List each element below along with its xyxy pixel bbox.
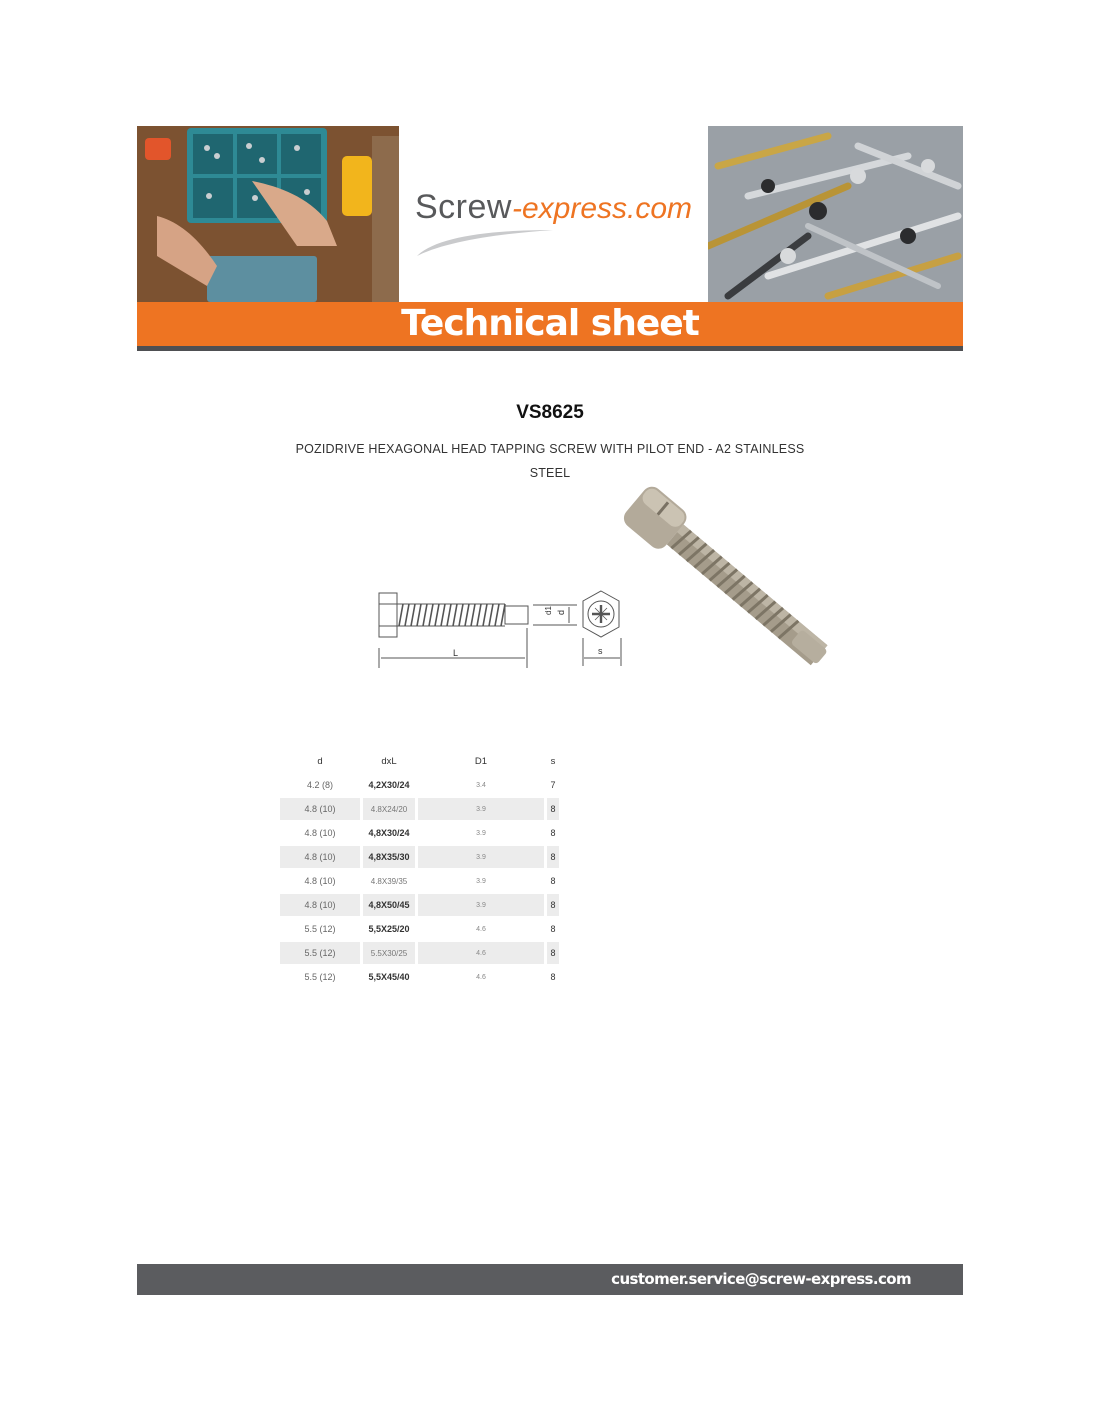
cell-d1: 3.9 xyxy=(418,846,544,868)
cell-s: 8 xyxy=(547,942,559,964)
toolbox-photo xyxy=(137,126,399,302)
cell-d1: 3.9 xyxy=(476,877,486,885)
logo-text-main: Screw xyxy=(415,188,512,226)
screw-express-logo xyxy=(415,188,692,227)
cell-s: 8 xyxy=(550,828,556,838)
cell-dxl: 4,8X50/45 xyxy=(363,894,415,916)
drawing-label-s: s xyxy=(598,646,603,656)
cell-s: 8 xyxy=(547,894,559,916)
drawing-label-d: d xyxy=(556,609,566,615)
cell-d1: 4.6 xyxy=(418,942,544,964)
logo-swoosh-icon xyxy=(415,228,555,258)
table-row xyxy=(280,774,559,796)
specifications-table xyxy=(277,748,562,990)
drawing-label-L: L xyxy=(453,648,459,658)
table-row xyxy=(280,870,559,892)
cell-s: 8 xyxy=(550,876,556,886)
logo-text-domain: -express.com xyxy=(511,192,693,225)
cell-d: 4.8 (10) xyxy=(304,828,336,838)
technical-drawing xyxy=(365,578,630,673)
banner-title: Technical sheet xyxy=(137,302,963,346)
cell-s: 8 xyxy=(547,798,559,820)
cell-d: 5.5 (12) xyxy=(304,972,336,982)
cell-d: 4.8 (10) xyxy=(280,846,360,868)
table-row xyxy=(280,918,559,940)
cell-dxl: 4.8X39/35 xyxy=(370,876,408,886)
product-description: POZIDRIVE HEXAGONAL HEAD TAPPING SCREW WITH PILOT END - A2 STAINLESS STEEL xyxy=(295,442,805,480)
cell-d: 5.5 (12) xyxy=(304,924,336,934)
cell-d: 5.5 (12) xyxy=(280,942,360,964)
screws-pile-photo xyxy=(708,126,963,302)
table-row xyxy=(280,822,559,844)
table-row xyxy=(280,966,559,988)
screw-product-photo xyxy=(608,470,870,685)
cell-d: 4.8 (10) xyxy=(280,894,360,916)
cell-dxl: 4,2X30/24 xyxy=(368,780,410,790)
cell-d: 4.8 (10) xyxy=(304,876,336,886)
header-banner xyxy=(137,126,963,351)
cell-d1: 3.4 xyxy=(476,781,486,789)
banner-divider xyxy=(137,346,963,351)
table-header-row xyxy=(280,750,559,772)
cell-d: 4.8 (10) xyxy=(280,798,360,820)
cell-d1: 3.9 xyxy=(418,798,544,820)
cell-dxl: 4,8X35/30 xyxy=(363,846,415,868)
banner-images xyxy=(137,126,963,302)
table-row xyxy=(280,942,559,964)
contact-email-link[interactable]: customer.service@screw-express.com xyxy=(611,1270,911,1288)
cell-dxl: 4.8X24/20 xyxy=(363,798,415,820)
cell-d1: 4.6 xyxy=(476,925,486,933)
cell-d1: 3.9 xyxy=(418,894,544,916)
cell-d1: 4.6 xyxy=(476,973,486,981)
cell-s: 8 xyxy=(547,846,559,868)
cell-s: 8 xyxy=(550,924,556,934)
column-header-dxl: dxL xyxy=(381,755,397,767)
drawing-label-d1: d1 xyxy=(544,606,553,615)
column-header-d: d xyxy=(317,755,323,767)
column-header-d1: D1 xyxy=(474,755,488,767)
cell-dxl: 5.5X30/25 xyxy=(363,942,415,964)
column-header-s: s xyxy=(550,755,556,767)
product-reference: VS8625 xyxy=(516,402,584,423)
cell-dxl: 4,8X30/24 xyxy=(368,828,410,838)
cell-dxl: 5,5X45/40 xyxy=(368,972,410,982)
cell-d1: 3.9 xyxy=(476,829,486,837)
cell-d: 4.2 (8) xyxy=(306,780,333,790)
cell-dxl: 5,5X25/20 xyxy=(368,924,410,934)
cell-s: 8 xyxy=(550,972,556,982)
cell-s: 7 xyxy=(550,780,556,790)
table-row xyxy=(280,894,559,916)
table-row xyxy=(280,846,559,868)
footer-bar xyxy=(137,1264,963,1295)
table-row xyxy=(280,798,559,820)
